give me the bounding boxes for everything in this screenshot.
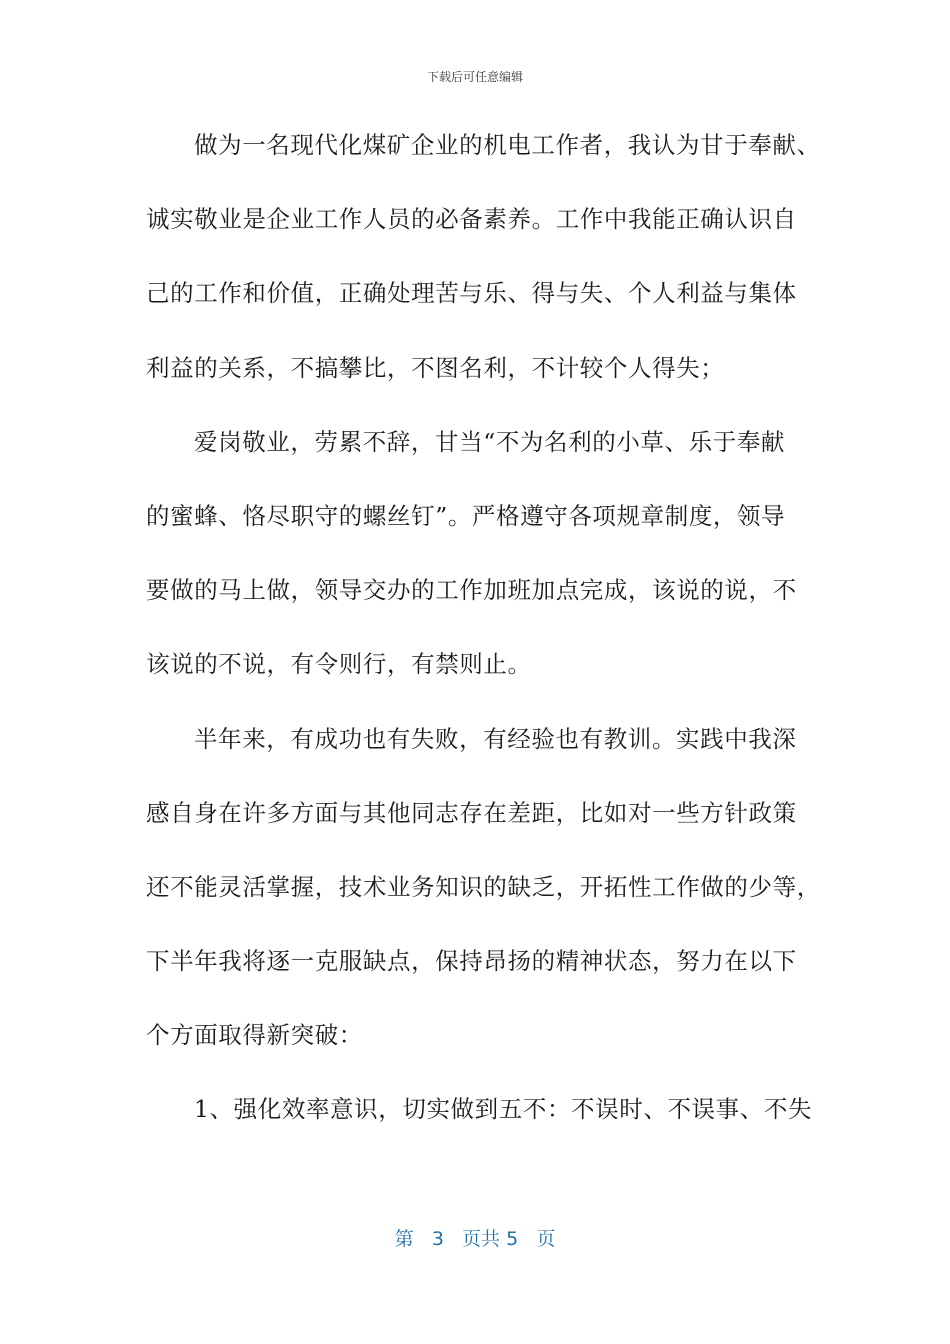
page-label-prefix: 第 [394, 1228, 414, 1250]
page-header: 下载后可任意编辑 [426, 70, 523, 84]
document-body [146, 120, 826, 1159]
page-total-number: 5 [506, 1228, 519, 1250]
text-line: 下半年我将逐一克服缺点，保持昂扬的精神状态，努力在以下 [146, 947, 797, 976]
text-line: 半年来，有成功也有失败，有经验也有教训。实践中我深 [194, 724, 797, 753]
text-line: 要做的马上做，领导交办的工作加班加点完成，该说的说，不 [146, 576, 797, 605]
text-line: 的蜜蜂、恪尽职守的螺丝钉”。严格遵守各项规章制度，领导 [146, 501, 786, 530]
text-line: 诚实敬业是企业工作人员的必备素养。工作中我能正确认识自 [146, 205, 797, 234]
text-line: 还不能灵活掌握，技术业务知识的缺乏，开拓性工作做的少等， [146, 872, 821, 901]
text-line: 爱岗敬业，劳累不辞，甘当“不为名利的小草、乐于奉献 [194, 427, 786, 456]
text-line: 利益的关系，不搞攀比，不图名利，不计较个人得失； [146, 353, 725, 382]
page-label-middle: 页共 [462, 1228, 501, 1250]
page-label-suffix: 页 [536, 1228, 556, 1250]
text-line: 该说的不说，有令则行，有禁则止。 [146, 650, 532, 679]
text-line: 1、强化效率意识，切实做到五不：不误时、不误事、不失 [194, 1095, 813, 1124]
page-current-number: 3 [431, 1228, 444, 1250]
text-line: 己的工作和价值，正确处理苦与乐、得与失、个人利益与集体 [146, 279, 797, 308]
text-line: 做为一名现代化煤矿企业的机电工作者，我认为甘于奉献、 [194, 131, 821, 159]
text-line: 感自身在许多方面与其他同志存在差距，比如对一些方针政策 [146, 798, 797, 827]
page-footer [0, 1224, 950, 1251]
text-line: 个方面取得新突破： [146, 1021, 363, 1050]
